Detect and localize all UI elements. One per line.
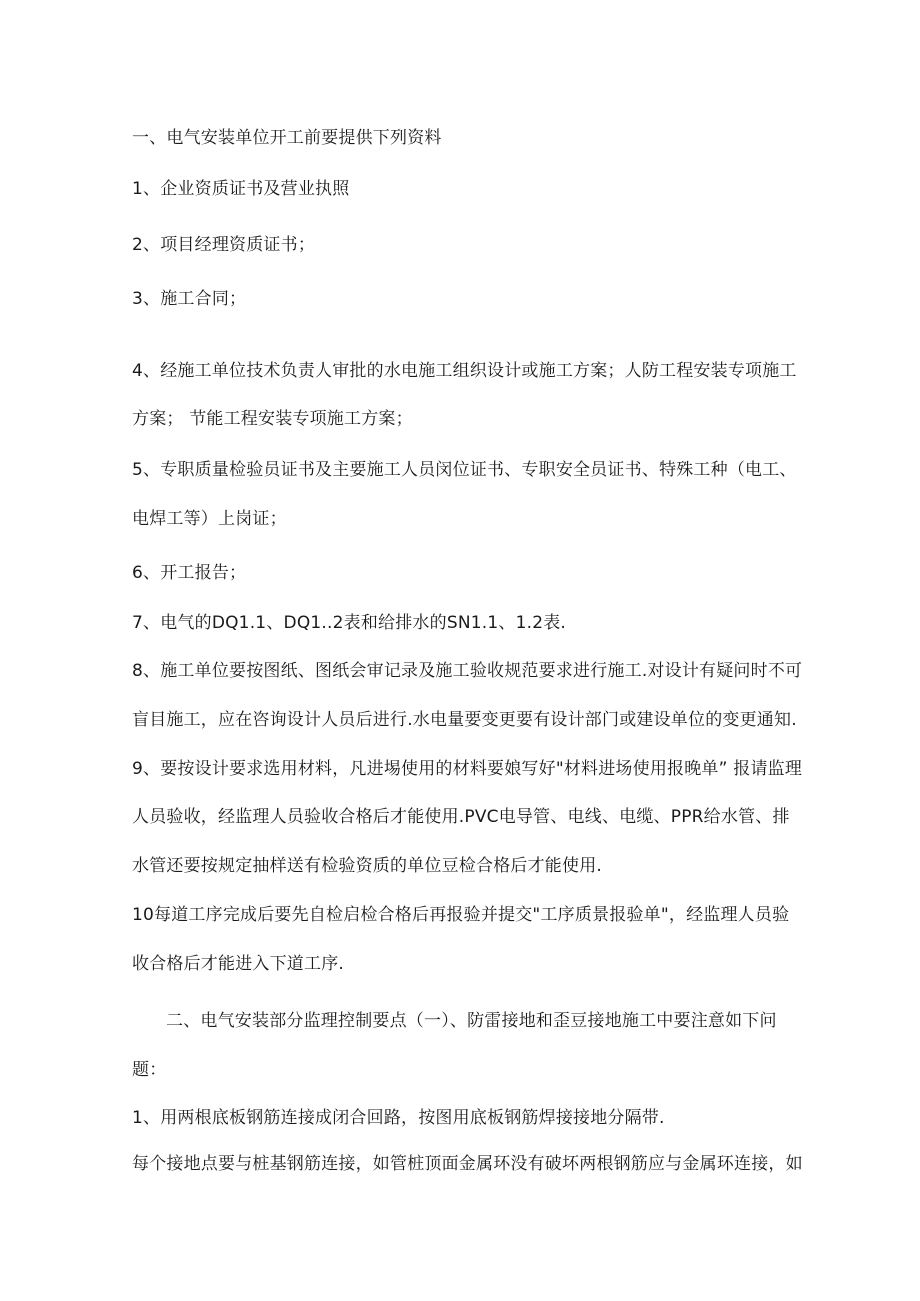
list-item-10-line-2: 收合格后才能进入下道工序.	[132, 954, 345, 974]
list-item-1: 1、企业资质证书及营业执照	[132, 179, 350, 199]
list-item-9-line-1: 9、要按设计要求选用材料，凡进埸使用的材料要娘写好"材料进场使用报晚单” 报请监理	[132, 759, 803, 779]
section-heading-2-line-1: 二、电气安装部分监理控制要点（一）、防雷接地和歪豆接地施工中要注意如下问	[166, 1011, 777, 1031]
list-item-6: 6、开工报告；	[132, 563, 247, 583]
list-item-9-line-2: 人员验收，经监理人员验收合格后才能使用.PVC电导管、电线、电缆、PPR给水管、排	[132, 807, 790, 827]
list-item-7: 7、电气的DQ1.1、DQ1..2表和给排水的SN1.1、1.2表.	[132, 613, 567, 633]
list-item-9-line-3: 水管还要按规定抽样送有检验资质的单位豆检合格后才能使用.	[132, 856, 603, 876]
list-item-3: 3、施工合同；	[132, 289, 247, 309]
subsection-item-1: 1、用两根底板钢筋连接成闭合回路，按图用底板钢筋焊接接地分隔带.	[132, 1108, 665, 1128]
list-item-8-line-1: 8、施工单位要按图纸、图纸会审记录及施工验收规范要求进行施工.对设计有疑问时不可	[132, 661, 803, 681]
list-item-2: 2、项目经理资质证书；	[132, 235, 316, 255]
list-item-10-line-1: 10每道工序完成后要先自检启检合格后再报验并提交"工序质景报验单"，经监理人员验	[132, 905, 790, 925]
list-item-5-line-2: 电焊工等）上岗证；	[132, 509, 287, 529]
section-heading-2-line-2: 题：	[132, 1060, 167, 1080]
section-heading-1: 一、电气安装单位开工前要提供下列资料	[132, 128, 442, 148]
paragraph-line: 每个接地点要与桩基钢筋连接，如管桩顶面金属环没有破坏两根钢筋应与金属环连接，如	[132, 1154, 803, 1174]
list-item-4-line-1: 4、经施工单位技术负责人审批的水电施工组织设计或施工方案；人防工程安装专项施工	[132, 361, 797, 381]
list-item-5-line-1: 5、专职质量检验员证书及主要施工人员闵位证书、专职安全员证书、特殊工种（电工、	[132, 460, 797, 480]
list-item-4-line-2: 方案； 节能工程安装专项施工方案；	[132, 409, 413, 429]
list-item-8-line-2: 盲目施工，应在咨询设计人员后进行.水电量要变更要有设计部门或建设单位的变更通知.	[132, 710, 797, 730]
